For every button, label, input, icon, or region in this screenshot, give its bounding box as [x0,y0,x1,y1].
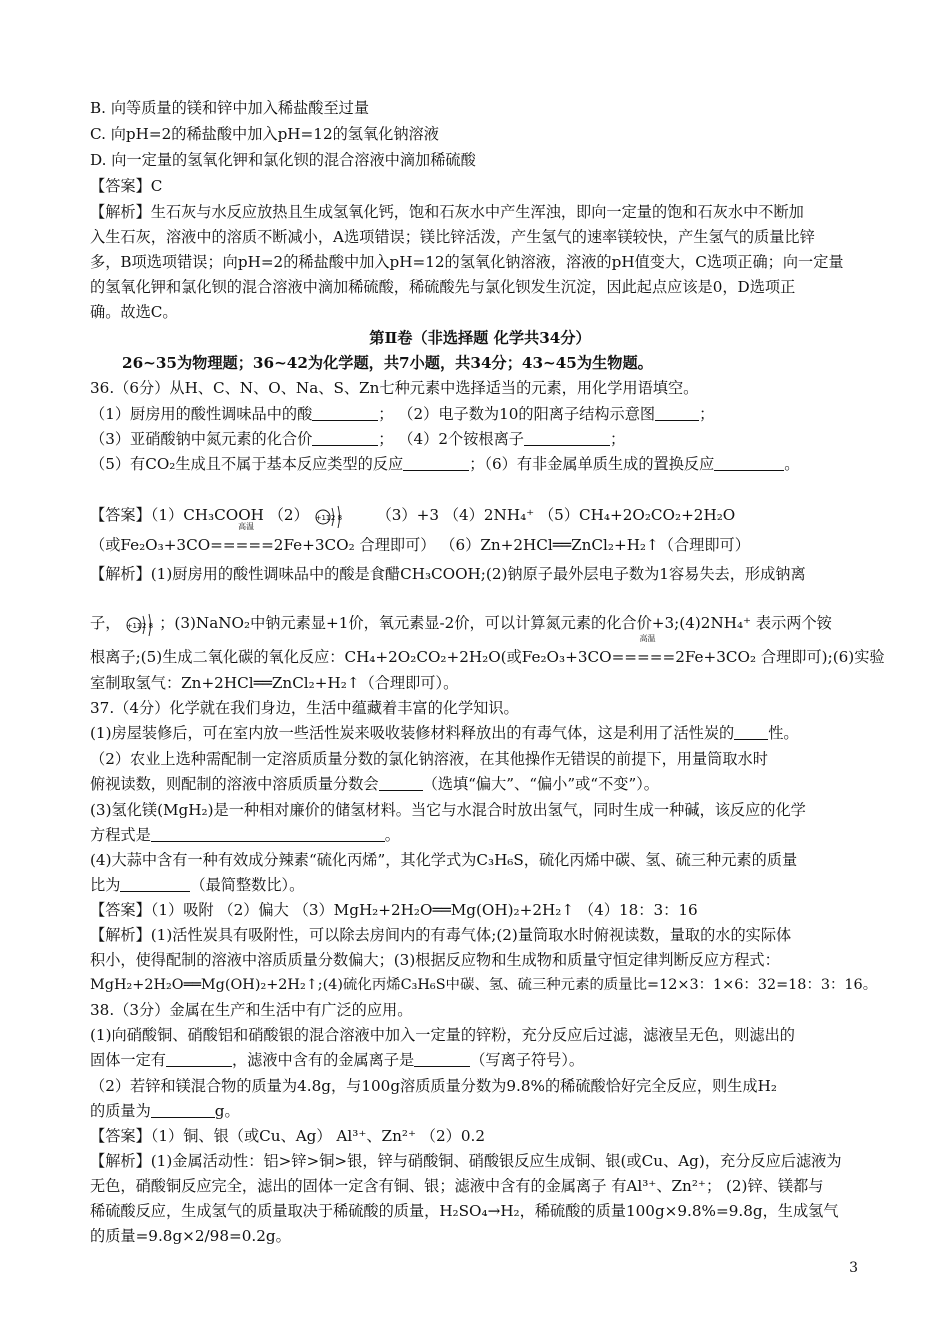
answer-line [90,500,870,530]
analysis-line: 【解析】(1)厨房用的酸性调味品中的酸是食醋CH₃COOH;(2)钠原子最外层电子数为1容易失去，形成钠离 [90,565,806,583]
answer-blank [151,826,385,842]
prompt-text: （3）亚硝酸钠中氮元素的化合价 [90,430,313,448]
analysis-line: 确。故选C。 [90,303,178,321]
analysis-line: MgH₂+2H₂O══Mg(OH)₂+2H₂↑;(4)硫化丙烯C₃H₆S中碳、氢、硫三种元素的质量比=12×3：1×6：32=18：3：16。 [90,977,878,993]
question-line [90,772,870,796]
answer-blank [166,1051,232,1067]
question-line: (1)向硝酸铜、硝酸铝和硝酸银的混合溶液中加入一定量的锌粉，充分反应后过滤，滤液呈无色，则滤出的 [90,1026,795,1044]
analysis-text: ；(3)NaNO₂中钠元素显+1价，氧元素显-2价，可以计算氮元素的化合价+3;(4)2NH₄⁺ 表示两个铵 [159,614,832,632]
answer-label: 【答案】C [90,177,163,195]
answer-blank [312,405,378,421]
prompt-text: ； [699,405,715,423]
prompt-text: ； [609,430,626,448]
answer-blank [414,1051,470,1067]
question-line [90,1048,870,1072]
analysis-line: 积小，使得配制的溶液中溶质质量分数偏大；(3)根据反应物和生成物和质量守恒定律判断反应方程式： [90,951,780,969]
prompt-text: （写离子符号）。 [470,1051,585,1069]
answer-blank [151,1102,215,1118]
prompt-text: 比为 [90,876,121,894]
prompt-text: g。 [214,1102,240,1120]
question-line [90,873,870,897]
shell-electrons-label: 2 8 [330,514,342,522]
answer-blank [379,775,423,791]
analysis-text: =====2Fe+3CO₂ 合理即可);(6)实验 [611,648,885,666]
analysis-line: 多，B项选项错误；向pH=2的稀盐酸中加入pH=12的氢氧化钠溶液，溶液的pH值变大，C选项正确；向一定量 [90,253,844,271]
analysis-line [90,634,885,669]
prompt-text: 的质量为 [90,1102,151,1120]
prompt-text: 性。 [768,724,799,742]
prompt-text: 固体一定有 [90,1051,166,1069]
question-line [90,1099,870,1123]
answer-text: （或Fe₂O₃+3CO [90,536,211,554]
answer-text: =====2Fe+3CO₂ 合理即可） （6）Zn+2HCl══ZnCl₂+H₂↑（合理即可） [210,536,750,554]
prompt-text: ； （2）电子数为10的阳离子结构示意图 [378,405,656,423]
prompt-text: 方程式是 [90,826,151,844]
question-36: 36.（6分）从H、C、N、O、Na、S、Zn七种元素中选择适当的元素，用化学用语填空。 [90,379,699,397]
question-line: (3)氢化镁(MgH₂)是一种相对廉价的储氢材料。当它与水混合时放出氢气，同时生成一种碱，该反应的化学 [90,801,806,819]
answer-blank [312,430,378,446]
question-line: （2）农业上选种需配制一定溶质质量分数的氯化钠溶液，在其他操作无错误的前提下，用量筒取水时 [90,750,768,768]
question-line: （2）若锌和镁混合物的质量为4.8g，与100g溶质质量分数为9.8%的稀硫酸恰好完全反应，则生成H₂ [90,1077,777,1095]
answer-text: （3）+3 （4）2NH₄⁺ （5）CH₄+2O₂CO₂+2H₂O [376,506,736,524]
question-line [90,721,870,745]
prompt-text: 俯视读数，则配制的溶液中溶质质量分数会 [90,775,379,793]
analysis-line: 稀硫酸反应，生成氢气的质量取决于稀硫酸的质量，H₂SO₄→H₂，稀硫酸的质量100g×9.8%=9.8g，生成氢气 [90,1202,839,1220]
analysis-line: 入生石灰，溶液中的溶质不断减小，A选项错误；镁比锌活泼，产生氢气的速率镁较快，产生氢气的质量比锌 [90,228,815,246]
answer-text: 【答案】（1）CH₃COOH （2） [90,506,309,524]
question-line [90,452,870,476]
question-line [90,823,870,847]
answer-blank [655,405,699,421]
analysis-text: 根离子;(5)生成二氧化碳的氧化反应：CH₄+2O₂CO₂+2H₂O(或Fe₂O₃+3CO [90,648,612,666]
analysis-line: 【解析】(1)活性炭具有吸附性，可以除去房间内的有毒气体;(2)量筒取水时俯视读数，量取的水的实际体 [90,926,792,944]
prompt-text: （选填“偏大”、“偏小”或“不变”）。 [422,775,659,793]
answer-blank [714,455,784,471]
analysis-line: 的质量=9.8g×2/98=0.2g。 [90,1227,291,1245]
analysis-line: 的氢氧化钾和氯化钡的混合溶液中滴加稀硫酸，稀硫酸先与氯化钡发生沉淀，因此起点应该是0，D选项正 [90,278,796,296]
prompt-text: ； （4）2个铵根离子 [378,430,524,448]
option-d: D. 向一定量的氢氧化钾和氯化钡的混合溶液中滴加稀硫酸 [90,151,476,169]
answer-blank [120,876,190,892]
analysis-line [90,608,870,638]
nucleus-charge-label: +11 [315,514,330,522]
prompt-text: （1）厨房用的酸性调味品中的酸 [90,405,313,423]
sodium-ion-structure-diagram [314,502,348,530]
section-title: 第Ⅱ卷（非选择题 化学共34分） [369,329,591,347]
condition-label: 高温 [639,634,656,643]
answer-line: 【答案】（1）铜、银（或Cu、Ag） Al³⁺、Zn²⁺ （2）0.2 [90,1127,485,1145]
answer-blank [403,455,469,471]
question-37: 37.（4分）化学就在我们身边，生活中蕴藏着丰富的化学知识。 [90,699,519,717]
answer-blank [524,430,610,446]
analysis-line: 【解析】(1)金属活动性：铝>锌>铜>银，锌与硝酸铜、硝酸银反应生成铜、银(或Cu、Ag)，充分反应后滤液为 [90,1152,842,1170]
question-line [90,402,870,426]
answer-line [90,522,870,557]
answer-line: 【答案】（1）吸附 （2）偏大 （3）MgH₂+2H₂O══Mg(OH)₂+2H₂↑ （4）18：3：16 [90,901,698,919]
page-number: 3 [849,1260,858,1276]
prompt-text: （5）有CO₂生成且不属于基本反应类型的反应 [90,455,404,473]
prompt-text: ；（6）有非金属单质生成的置换反应 [469,455,715,473]
question-38: 38.（3分）金属在生产和生活中有广泛的应用。 [90,1001,413,1019]
option-b: B. 向等质量的镁和锌中加入稀盐酸至过量 [90,99,370,117]
question-line: (4)大蒜中含有一种有效成分辣素“硫化丙烯”，其化学式为C₃H₆S，硫化丙烯中碳、氢、硫三种元素的质量 [90,851,798,869]
analysis-line: 【解析】生石灰与水反应放热且生成氢氧化钙，饱和石灰水中产生浑浊，即向一定量的饱和石灰水中不断加 [90,203,804,221]
prompt-text: 。 [384,826,400,844]
shell-electrons-label: 2 8 [142,622,154,630]
prompt-text: ，滤液中含有的金属离子是 [231,1051,415,1069]
analysis-line: 室制取氢气：Zn+2HCl══ZnCl₂+H₂↑（合理即可）。 [90,674,459,692]
prompt-text: 。 [784,455,800,473]
prompt-text: (1)房屋装修后，可在室内放一些活性炭来吸收装修材料释放出的有毒气体，这是利用了活性炭的 [90,724,735,742]
analysis-text: 子， [90,614,121,632]
answer-blank [734,724,768,740]
option-c: C. 向pH=2的稀盐酸中加入pH=12的氢氧化钠溶液 [90,125,439,143]
prompt-text: （最简整数比）。 [190,876,305,894]
condition-label: 高温 [238,522,255,531]
sodium-ion-structure-diagram [125,610,159,638]
analysis-line: 无色，硝酸铜反应完全，滤出的固体一定含有铜、银；滤液中含有的金属离子 有Al³⁺、Zn²⁺； (2)锌、镁都与 [90,1177,824,1195]
question-line [90,427,870,451]
nucleus-charge-label: +11 [126,622,142,630]
section-note: 26~35为物理题；36~42为化学题，共7小题，共34分；43~45为生物题。 [122,354,653,372]
